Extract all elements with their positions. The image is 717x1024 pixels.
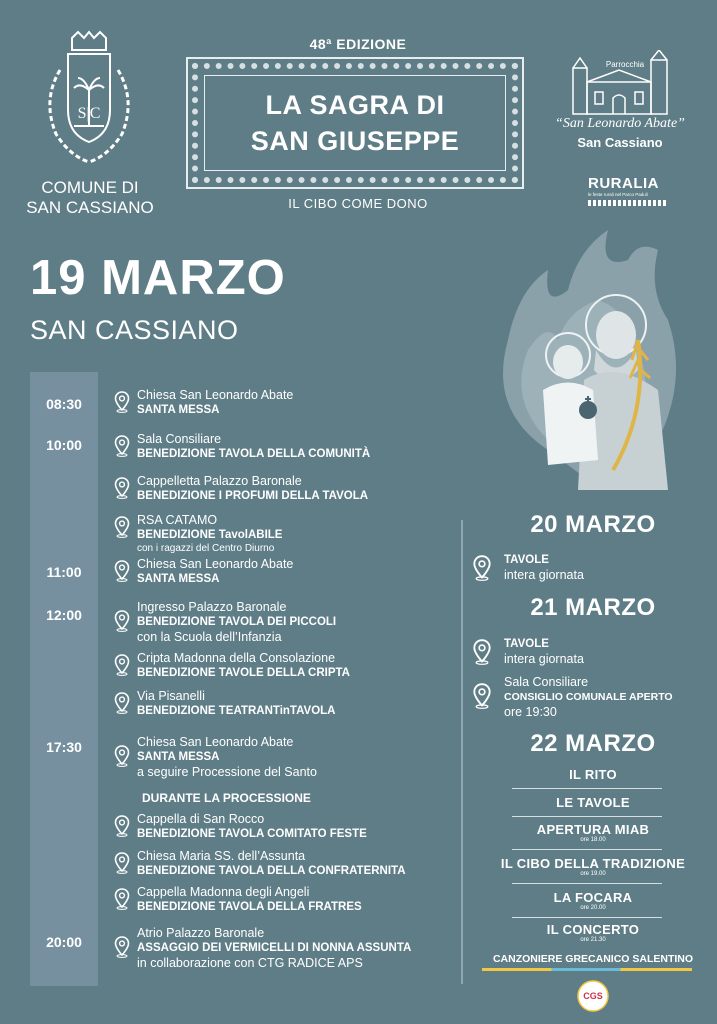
event-place: RSA CATAMO [137, 513, 218, 527]
location-pin-icon [472, 683, 492, 709]
event-place: Cappella di San Rocco [137, 812, 265, 826]
ruralia-sub: le feste rurali nel Parco Paduli [588, 192, 648, 197]
day21-heading: 21 MARZO [530, 594, 656, 621]
title-line2: SAN GIUSEPPE [250, 126, 460, 156]
parish-town: San Cassiano [577, 135, 663, 150]
event-title: BENEDIZIONE TavolABILE [137, 529, 283, 541]
schedule-item [114, 689, 459, 719]
time-1100: 11:00 [46, 564, 82, 580]
event-place: Sala Consiliare [137, 432, 222, 446]
item-label: LA FOCARA [553, 890, 633, 905]
title-line1: LA SAGRA DI [265, 90, 445, 120]
event-note: a seguire Processione del Santo [137, 765, 317, 779]
event-sub: intera giornata [504, 568, 584, 582]
location-pin-icon [114, 936, 130, 958]
title-frame [186, 57, 524, 189]
event-title: BENEDIZIONE TAVOLA COMITATO FESTE [137, 828, 367, 840]
location-pin-icon [114, 435, 130, 457]
schedule-item [114, 926, 459, 971]
schedule-item [114, 474, 459, 504]
event-place: Chiesa Maria SS. dell’Assunta [137, 849, 306, 863]
schedule-item [114, 513, 459, 555]
event-place: Cripta Madonna della Consolazione [137, 651, 336, 665]
schedule-item [114, 651, 459, 681]
separator-line [512, 788, 662, 789]
location-pin-icon [114, 610, 130, 632]
location-pin-icon [114, 560, 130, 582]
event-title: BENEDIZIONE TEATRANTinTAVOLA [137, 705, 336, 717]
ruralia-name: RURALIA [588, 175, 659, 192]
event-title: SANTA MESSA [137, 751, 220, 763]
main-town: SAN CASSIANO [30, 315, 239, 345]
edition-label: 48ª EDIZIONE [309, 36, 407, 52]
time-1730: 17:30 [46, 739, 82, 755]
event-title: ASSAGGIO DEI VERMICELLI DI NONNA ASSUNTA [137, 942, 412, 954]
tagline: IL CIBO COME DONO [288, 196, 428, 211]
schedule-item [114, 388, 459, 418]
event-sub: ore 19:30 [504, 705, 557, 719]
event-note: con i ragazzi del Centro Diurno [137, 543, 275, 554]
event-title: TAVOLE [504, 638, 549, 650]
color-stripe [482, 968, 692, 971]
cgs-logo-icon [577, 980, 609, 1012]
event-title: BENEDIZIONE I PROFUMI DELLA TAVOLA [137, 490, 369, 502]
location-pin-icon [114, 888, 130, 910]
location-pin-icon [114, 477, 130, 499]
event-place: Atrio Palazzo Baronale [137, 926, 265, 940]
event-title: BENEDIZIONE TAVOLA DELLA FRATRES [137, 901, 362, 913]
event-title: BENEDIZIONE TAVOLA DELLA COMUNITÀ [137, 448, 371, 460]
time-0830: 08:30 [46, 396, 82, 412]
time-1200: 12:00 [46, 607, 82, 623]
separator-line [512, 816, 662, 817]
schedule-item [114, 885, 459, 915]
day22-item [478, 795, 708, 810]
day22-item [478, 767, 708, 782]
event-title: BENEDIZIONE TAVOLA DELLA CONFRATERNITA [137, 865, 406, 877]
item-time: ore 19.00 [580, 871, 606, 877]
schedule-item [114, 735, 459, 780]
event-place: Chiesa San Leonardo Abate [137, 735, 294, 749]
column-divider [461, 520, 463, 984]
event-sub: intera giornata [504, 652, 584, 666]
item-label: IL RITO [569, 767, 617, 782]
event-title: CONSIGLIO COMUNALE APERTO [504, 691, 673, 703]
item-time: ore 18.00 [580, 837, 606, 843]
day20-event [472, 553, 707, 583]
item-label: LE TAVOLE [556, 795, 630, 810]
cgs-logo-text: CGS [583, 991, 603, 1001]
location-pin-icon [114, 692, 130, 714]
location-pin-icon [114, 852, 130, 874]
location-pin-icon [114, 815, 130, 837]
day22-item [478, 922, 708, 944]
ruralia-logo [588, 175, 668, 206]
event-title: SANTA MESSA [137, 404, 220, 416]
schedule-item [114, 849, 459, 879]
day21-event [472, 637, 707, 667]
event-place: Cappella Madonna degli Angeli [137, 885, 310, 899]
comune-line2: SAN CASSIANO [26, 198, 154, 217]
schedule-item [114, 557, 459, 587]
event-title: BENEDIZIONE TAVOLE DELLA CRIPTA [137, 667, 350, 679]
event-note: con la Scuola dell’Infanzia [137, 630, 282, 644]
location-pin-icon [472, 639, 492, 665]
separator-line [512, 883, 662, 884]
event-place: Chiesa San Leonardo Abate [137, 388, 294, 402]
day21-event [472, 675, 707, 720]
event-place: Ingresso Palazzo Baronale [137, 600, 287, 614]
separator-line [512, 849, 662, 850]
crest-letters: S|C [77, 105, 101, 122]
item-label: IL CIBO DELLA TRADIZIONE [500, 856, 686, 871]
item-label: APERTURA MIAB [536, 822, 650, 837]
location-pin-icon [114, 391, 130, 413]
item-time: ore 21.30 [580, 937, 606, 943]
event-place: Via Pisanelli [137, 689, 205, 703]
location-pin-icon [472, 555, 492, 581]
schedule-item [114, 600, 459, 645]
time-2000: 20:00 [46, 934, 82, 950]
main-date: 19 MARZO [30, 251, 286, 305]
event-place: Chiesa San Leonardo Abate [137, 557, 294, 571]
day22-heading: 22 MARZO [530, 730, 656, 757]
time-1000: 10:00 [46, 437, 82, 453]
day22-item [478, 856, 708, 878]
saint-joseph-illustration [488, 210, 688, 500]
item-time: ore 20.00 [580, 905, 606, 911]
location-pin-icon [114, 654, 130, 676]
location-pin-icon [114, 516, 130, 538]
separator-line [512, 917, 662, 918]
event-title: TAVOLE [504, 554, 549, 566]
parish-name: “San Leonardo Abate” [555, 116, 685, 131]
event-title: SANTA MESSA [137, 573, 220, 585]
comune-line1: COMUNE DI [41, 178, 139, 197]
title-inner [204, 75, 506, 171]
time-column [30, 372, 98, 986]
comune-label [22, 178, 158, 218]
day22-item [478, 822, 708, 844]
ruralia-bar [588, 200, 668, 206]
event-note: in collaborazione con CTG RADICE APS [137, 956, 363, 970]
during-procession-label: DURANTE LA PROCESSIONE [142, 791, 311, 805]
day22-item [478, 890, 708, 912]
comune-crest-icon [34, 30, 144, 170]
event-title: BENEDIZIONE TAVOLA DEI PICCOLI [137, 616, 337, 628]
day20-heading: 20 MARZO [530, 511, 656, 538]
parrocchia-label: Parrocchia [605, 60, 645, 69]
event-place: Cappelletta Palazzo Baronale [137, 474, 302, 488]
schedule-item [114, 432, 459, 462]
item-label: IL CONCERTO [546, 922, 640, 937]
location-pin-icon [114, 745, 130, 767]
concert-band: CANZONIERE GRECANICO SALENTINO [492, 953, 694, 965]
event-place: Sala Consiliare [504, 675, 589, 689]
schedule-item [114, 812, 459, 842]
